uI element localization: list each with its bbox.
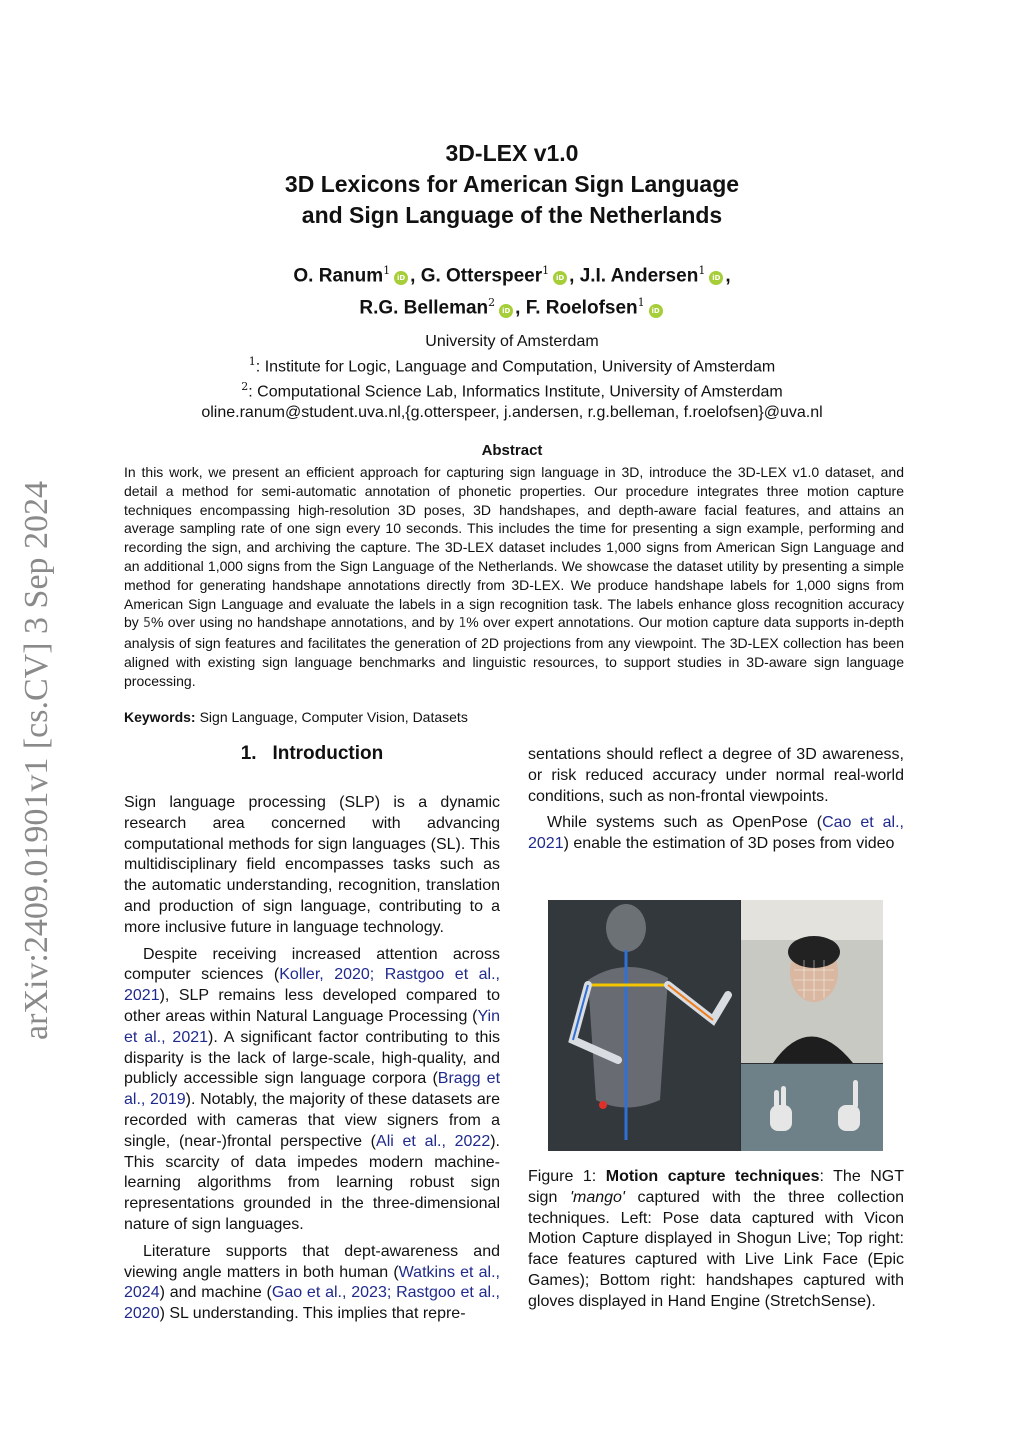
skeleton-torso [588,967,668,1108]
figure-1-image [548,900,883,1151]
orcid-icon[interactable]: iD [649,304,663,318]
section-heading: 1. Introduction [240,743,384,764]
affiliation-marker: 2 [488,296,496,310]
keywords-value: Sign Language, Computer Vision, Datasets [199,709,468,725]
motion-capture-illustration [548,900,883,1151]
affiliation-marker: 1 [542,264,550,277]
affiliation-1: $^1$: Institute for Logic, Language and Computation, University of Amsterdam [248,355,776,376]
abstract-heading: Abstract [481,442,543,459]
affiliation-university: University of Amsterdam [425,333,599,350]
paper-title [0,138,1024,231]
author-name: G. Otterspeer [420,265,543,287]
orcid-icon[interactable]: iD [553,271,567,285]
right-column [528,745,904,861]
paragraph: Sign language processing (SLP) is a dynamic research area concerned with advancing computational methods for sign languages (SL). This multidisciplinary field encompasses tasks such as the automatic understanding, recognition, translation and production of sign language, contributing to a more inclusive future in language technology. [124,794,500,936]
skeleton-head [606,904,646,952]
affiliation-2: $^2$: Computational Science Lab, Informatics Institute, University of Amsterdam [241,380,783,401]
author-name: F. Roelofsen [525,297,638,319]
author-name: R.G. Belleman [359,297,489,319]
orcid-icon[interactable]: iD [709,271,723,285]
author-emails[interactable]: oline.ranum@student.uva.nl,{g.otterspeer, j.andersen, r.g.belleman, f.roelofsen}@uva.nl [201,403,823,421]
paragraph: sentations should reflect a degree of 3D awareness, or risk reduced accuracy under normal real-world conditions, such as non-frontal viewpoints. [528,746,904,805]
face-panel-background [741,900,883,940]
citation-link[interactable]: Yin et al., 2021 [124,1007,500,1046]
affiliation-marker: 1 [383,264,391,277]
orcid-icon[interactable]: iD [499,304,513,318]
citation-link[interactable]: Koller, 2020; Rastgoo et al., 2021 [124,966,500,1005]
author-name: J.I. Andersen [579,265,699,287]
citation-link[interactable]: Gao et al., 2023; Rastgoo et al., 2020 [124,1284,501,1323]
paragraph: Despite receiving increased attention across computer sciences (Koller, 2020; Rastgoo et al., 2021), SLP remains less developed compared to other areas within Natural Language Processing (Yin et al., 2021). A significant factor contributing to this disparity is the lack of large-scale, high-quality, and publicly accessible sign language corpora (Bragg et al., 2019). Notably, the majority of these datasets are recorded with cameras that view signers from a single, (near-)frontal perspective (Ali et al., 2022). This scarcity of data impedes modern machine-learning algorithms from learning robust sign representations grounded in the three-dimensional nature of sign languages. [124,945,501,1233]
citation-link[interactable]: Watkins et al., 2024 [124,1263,500,1302]
paragraph: Literature supports that dept-awareness and viewing angle matters in both human (Watkins et al., 2024) and machine (Gao et al., 2023; Rastgoo et al., 2020) SL understanding. This implies that repre- [124,1242,501,1323]
citation-link[interactable]: Bragg et al., 2019 [124,1070,501,1109]
orcid-icon[interactable]: iD [394,271,408,285]
affiliations [0,332,1024,423]
affiliation-marker: 1 [637,296,645,310]
citation-link[interactable]: Ali et al., 2022 [376,1132,491,1150]
keywords [124,709,468,725]
title-line-1: 3D-LEX v1.0 [445,140,579,166]
title-line-3: and Sign Language of the Netherlands [301,202,723,228]
figure-1-caption: Figure 1: Motion capture techniques: The NGT sign 'mango' captured with the three collection techniques. Left: Pose data captured with Vicon Motion Capture displayed in Shogun Live; Top right: face features captured with Live Link Face (Epic Games); Bottom right: handshapes captured with gloves displayed in Hand Engine (StretchSense). [528,1168,905,1310]
left-column [124,793,500,1331]
keywords-label: Keywords: [124,709,196,725]
author-list: O. Ranum$^1$iD , G. Otterspeer$^1$iD , J.I. Andersen$^1$iD , R.G. Belleman$^2$iD , F. Roelofsen$^1$iD [293,264,731,319]
arxiv-identifier: arXiv:2409.01901v1 [cs.CV] 3 Sep 2024 [18,480,55,1040]
affiliation-marker: 1 [698,264,706,277]
marker-dot [599,1101,607,1109]
title-line-2: 3D Lexicons for American Sign Language [284,171,740,197]
hands-panel [741,1064,883,1151]
citation-link[interactable]: Cao et al., 2021 [528,814,904,853]
abstract-body: In this work, we present an efficient approach for capturing sign language in 3D, introduce the 3D-LEX v1.0 dataset, and detail a method for semi-automatic annotation of phonetic properties. Our procedure integrates three motion capture techniques encompassing high-resolution 3D poses, 3D handshapes, and depth-aware facial features, and attains an average sampling rate of one sign every 10 seconds. This includes the time for presenting a sign example, performing and recording the sign, and archiving the capture. The 3D-LEX dataset includes 1,000 signs from American Sign Language and an additional 1,000 signs from the Sign Language of the Netherlands. We showcase the dataset utility by presenting a simple method for generating handshape annotations directly from 3D-LEX. We produce handshape labels for 1,000 signs from American Sign Language and evaluate the labels in a sign recognition task. The labels enhance gloss recognition accuracy by 5% over using no handshape annotations, and by 1% over expert annotations. Our motion capture data supports in-depth analysis of sign features and facilitates the generation of 2D projections from any viewpoint. The 3D-LEX collection has been aligned with existing sign language benchmarks and linguistic resources, to support studies in 3D-aware sign language processing. [124,464,904,689]
paragraph: While systems such as OpenPose (Cao et al., 2021) enable the estimation of 3D poses from video [528,814,904,853]
author-name: O. Ranum [293,265,384,287]
